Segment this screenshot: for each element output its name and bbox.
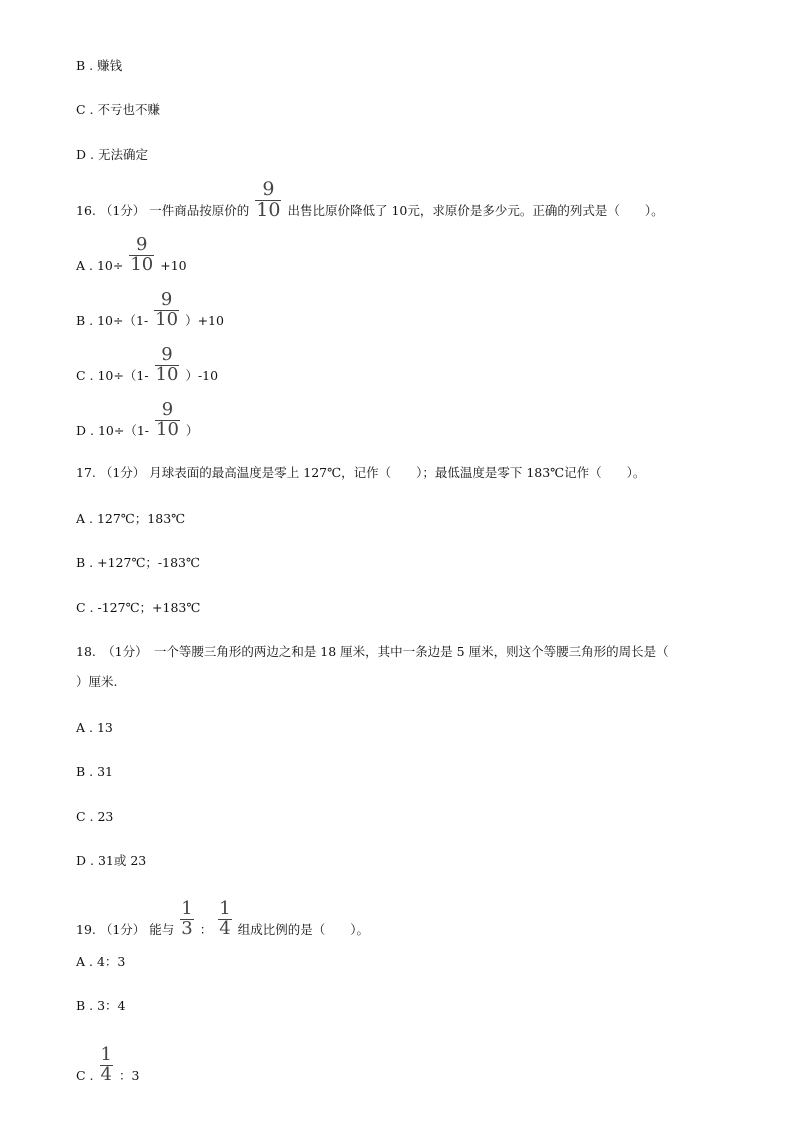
q18-stem-line1: 18. （1分） 一个等腰三角形的两边之和是 18 厘米，其中一条边是 5 厘米，则这个等腰三角形的周长是（ <box>76 644 669 659</box>
q16-option-d: D . 10÷（1- $\frac{9}{10}$ ） <box>76 399 199 440</box>
fraction-1-4: $\frac{1}{4}$ <box>100 1044 112 1085</box>
fraction-1-3: $\frac{1}{3}$ <box>181 898 193 939</box>
fraction-9-10: $\frac{9}{10}$ <box>256 178 281 221</box>
q18-option-c: C . 23 <box>76 809 114 824</box>
q18-option-a: A . 13 <box>76 720 113 735</box>
q16-option-c: C . 10÷（1- $\frac{9}{10}$ ）-10 <box>76 344 219 385</box>
q16-option-a: A . 10÷ $\frac{9}{10}$ +10 <box>76 234 187 275</box>
q19-stem: 19. （1分） 能与 $\frac{1}{3}$ ： $\frac{1}{4}$ 组成比例的是（ ）。 <box>76 898 369 939</box>
q15-option-c: C . 不亏也不赚 <box>76 102 160 117</box>
q19-option-b: B . 3：4 <box>76 998 126 1013</box>
q18-stem-line2: ）厘米. <box>76 674 118 689</box>
fraction-9-10: $\frac{9}{10}$ <box>130 234 154 275</box>
q15-option-b: B . 赚钱 <box>76 58 123 73</box>
fraction-9-10: $\frac{9}{10}$ <box>156 399 179 440</box>
q17-option-a: A . 127℃；183℃ <box>76 511 186 526</box>
q16-stem: 16. （1分） 一件商品按原价的 $\frac{9}{10}$ 出售比原价降低了 10元，求原价是多少元。正确的列式是（ ）。 <box>76 178 664 221</box>
q17-option-c: C . -127℃；+183℃ <box>76 600 201 615</box>
q19-option-a: A . 4：3 <box>76 954 126 969</box>
q18-option-d: D . 31或 23 <box>76 853 147 868</box>
q16-option-b: B . 10÷（1- $\frac{9}{10}$ ）+10 <box>76 289 224 330</box>
q19-option-c: C . $\frac{1}{4}$ ：3 <box>76 1044 140 1085</box>
q18-option-b: B . 31 <box>76 764 114 779</box>
fraction-9-10: $\frac{9}{10}$ <box>155 344 179 385</box>
fraction-9-10: $\frac{9}{10}$ <box>155 289 179 330</box>
q15-option-d: D . 无法确定 <box>76 147 148 162</box>
q17-option-b: B . +127℃；-183℃ <box>76 555 200 570</box>
q17-stem: 17. （1分） 月球表面的最高温度是零上 127℃，记作（ ）；最低温度是零下 183℃记作（ ）。 <box>76 465 646 480</box>
fraction-1-4: $\frac{1}{4}$ <box>219 898 231 939</box>
